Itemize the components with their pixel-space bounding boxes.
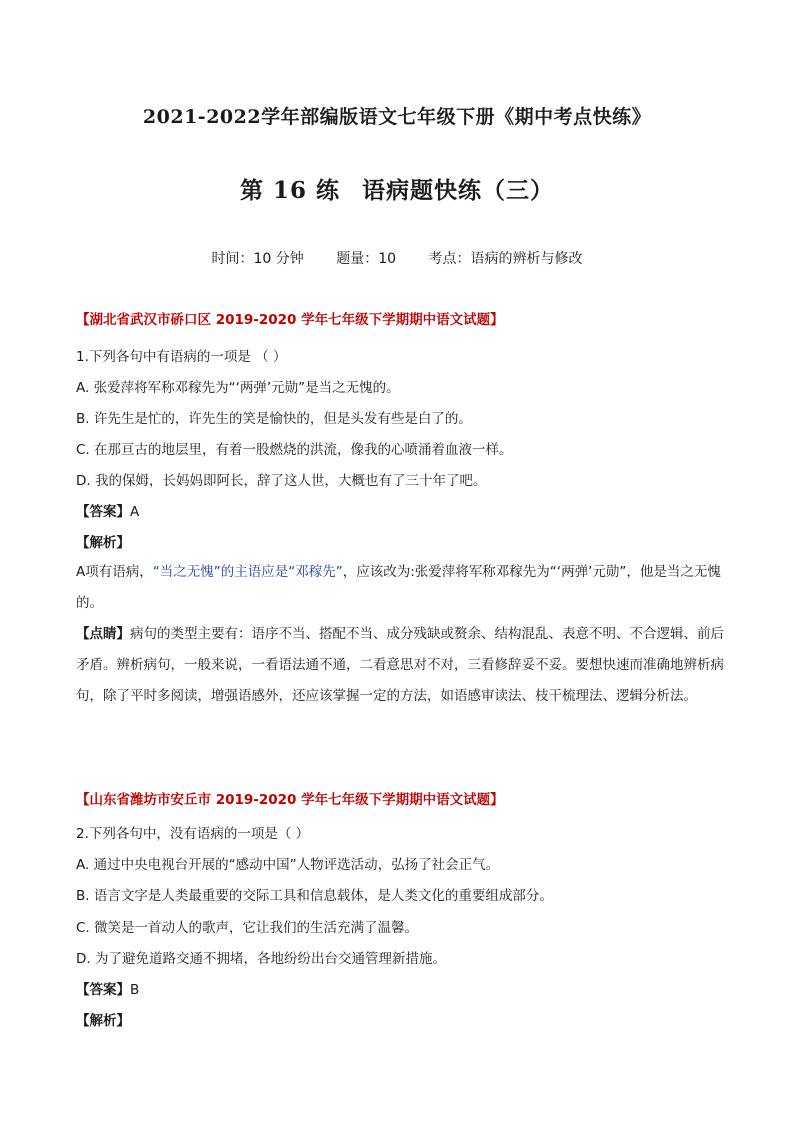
option-d: D. 为了避免道路交通不拥堵，各地纷纷出台交通管理新措施。 xyxy=(76,951,446,967)
tip-paragraph xyxy=(76,619,736,712)
meta-topic: 考点：语病的辨析与修改 xyxy=(428,251,583,267)
option-a: A. 张爱萍将军称邓稼先为“‘两弹’元勋”是当之无愧的。 xyxy=(76,380,400,396)
answer-label: 【答案】 xyxy=(76,982,130,998)
question-stem: 2.下列各句中，没有语病的一项是（ ） xyxy=(76,826,310,842)
meta-time: 时间：10 分钟 xyxy=(211,251,304,267)
answer-value: A xyxy=(130,504,140,520)
exercise-meta xyxy=(0,248,794,268)
question-stem: 1.下列各句中有语病的一项是 （ ） xyxy=(76,349,287,365)
document-subtitle xyxy=(0,172,794,205)
question-source: 【湖北省武汉市硚口区 2019-2020 学年七年级下学期期中语文试题】 xyxy=(76,312,504,328)
tip-text: 病句的类型主要有：语序不当、搭配不当、成分残缺或赘余、结构混乱、表意不明、不合逻辑、前后矛盾。辨析病句，一般来说，一看语法通不通，二看意思对不对，三看修辞妥不妥。要想快速而准确地辨析病句，除了平时多阅读，增强语感外，还应该掌握一定的方法，如语感审读法、枝干梳理法、逻辑分析法。 xyxy=(76,626,724,704)
analysis-suffix: ，应该改为:张爱萍将军称邓稼先为“‘两弹’元勋”，他是当之无愧的。 xyxy=(76,564,721,611)
option-c: C. 微笑是一首动人的歌声，它让我们的生活充满了温馨。 xyxy=(76,920,419,936)
analysis-text xyxy=(76,557,736,619)
option-b: B. 语言文字是人类最重要的交际工具和信息载体，是人类文化的重要组成部分。 xyxy=(76,888,553,904)
meta-count: 题量：10 xyxy=(336,251,397,267)
document-title: 2021-2022学年部编版语文七年级下册《期中考点快练》 xyxy=(142,106,652,128)
answer-row xyxy=(76,978,139,998)
analysis-prefix: A项有语病， xyxy=(76,564,153,580)
option-b: B. 许先生是忙的，许先生的笑是愉快的，但是头发有些是白了的。 xyxy=(76,411,472,427)
answer-label: 【答案】 xyxy=(76,504,130,520)
analysis-highlight: “当之无愧”的主语应是“邓稼先” xyxy=(152,564,343,580)
option-c: C. 在那亘古的地层里，有着一股燃烧的洪流，像我的心喷涌着血液一样。 xyxy=(76,442,513,458)
option-a: A. 通过中央电视台开展的“感动中国”人物评选活动，弘扬了社会正气。 xyxy=(76,857,500,873)
answer-value: B xyxy=(130,982,140,998)
analysis-label: 【解析】 xyxy=(76,535,130,551)
exercise-number: 第 16 练 xyxy=(239,177,341,204)
exercise-topic: 语病题快练（三） xyxy=(362,177,555,204)
question-source: 【山东省潍坊市安丘市 2019-2020 学年七年级下学期期中语文试题】 xyxy=(76,792,504,808)
tip-label: 【点睛】 xyxy=(76,626,130,642)
answer-row xyxy=(76,500,139,520)
analysis-label: 【解析】 xyxy=(76,1013,130,1029)
option-d: D. 我的保姆，长妈妈即阿长，辞了这人世，大概也有了三十年了吧。 xyxy=(76,473,487,489)
